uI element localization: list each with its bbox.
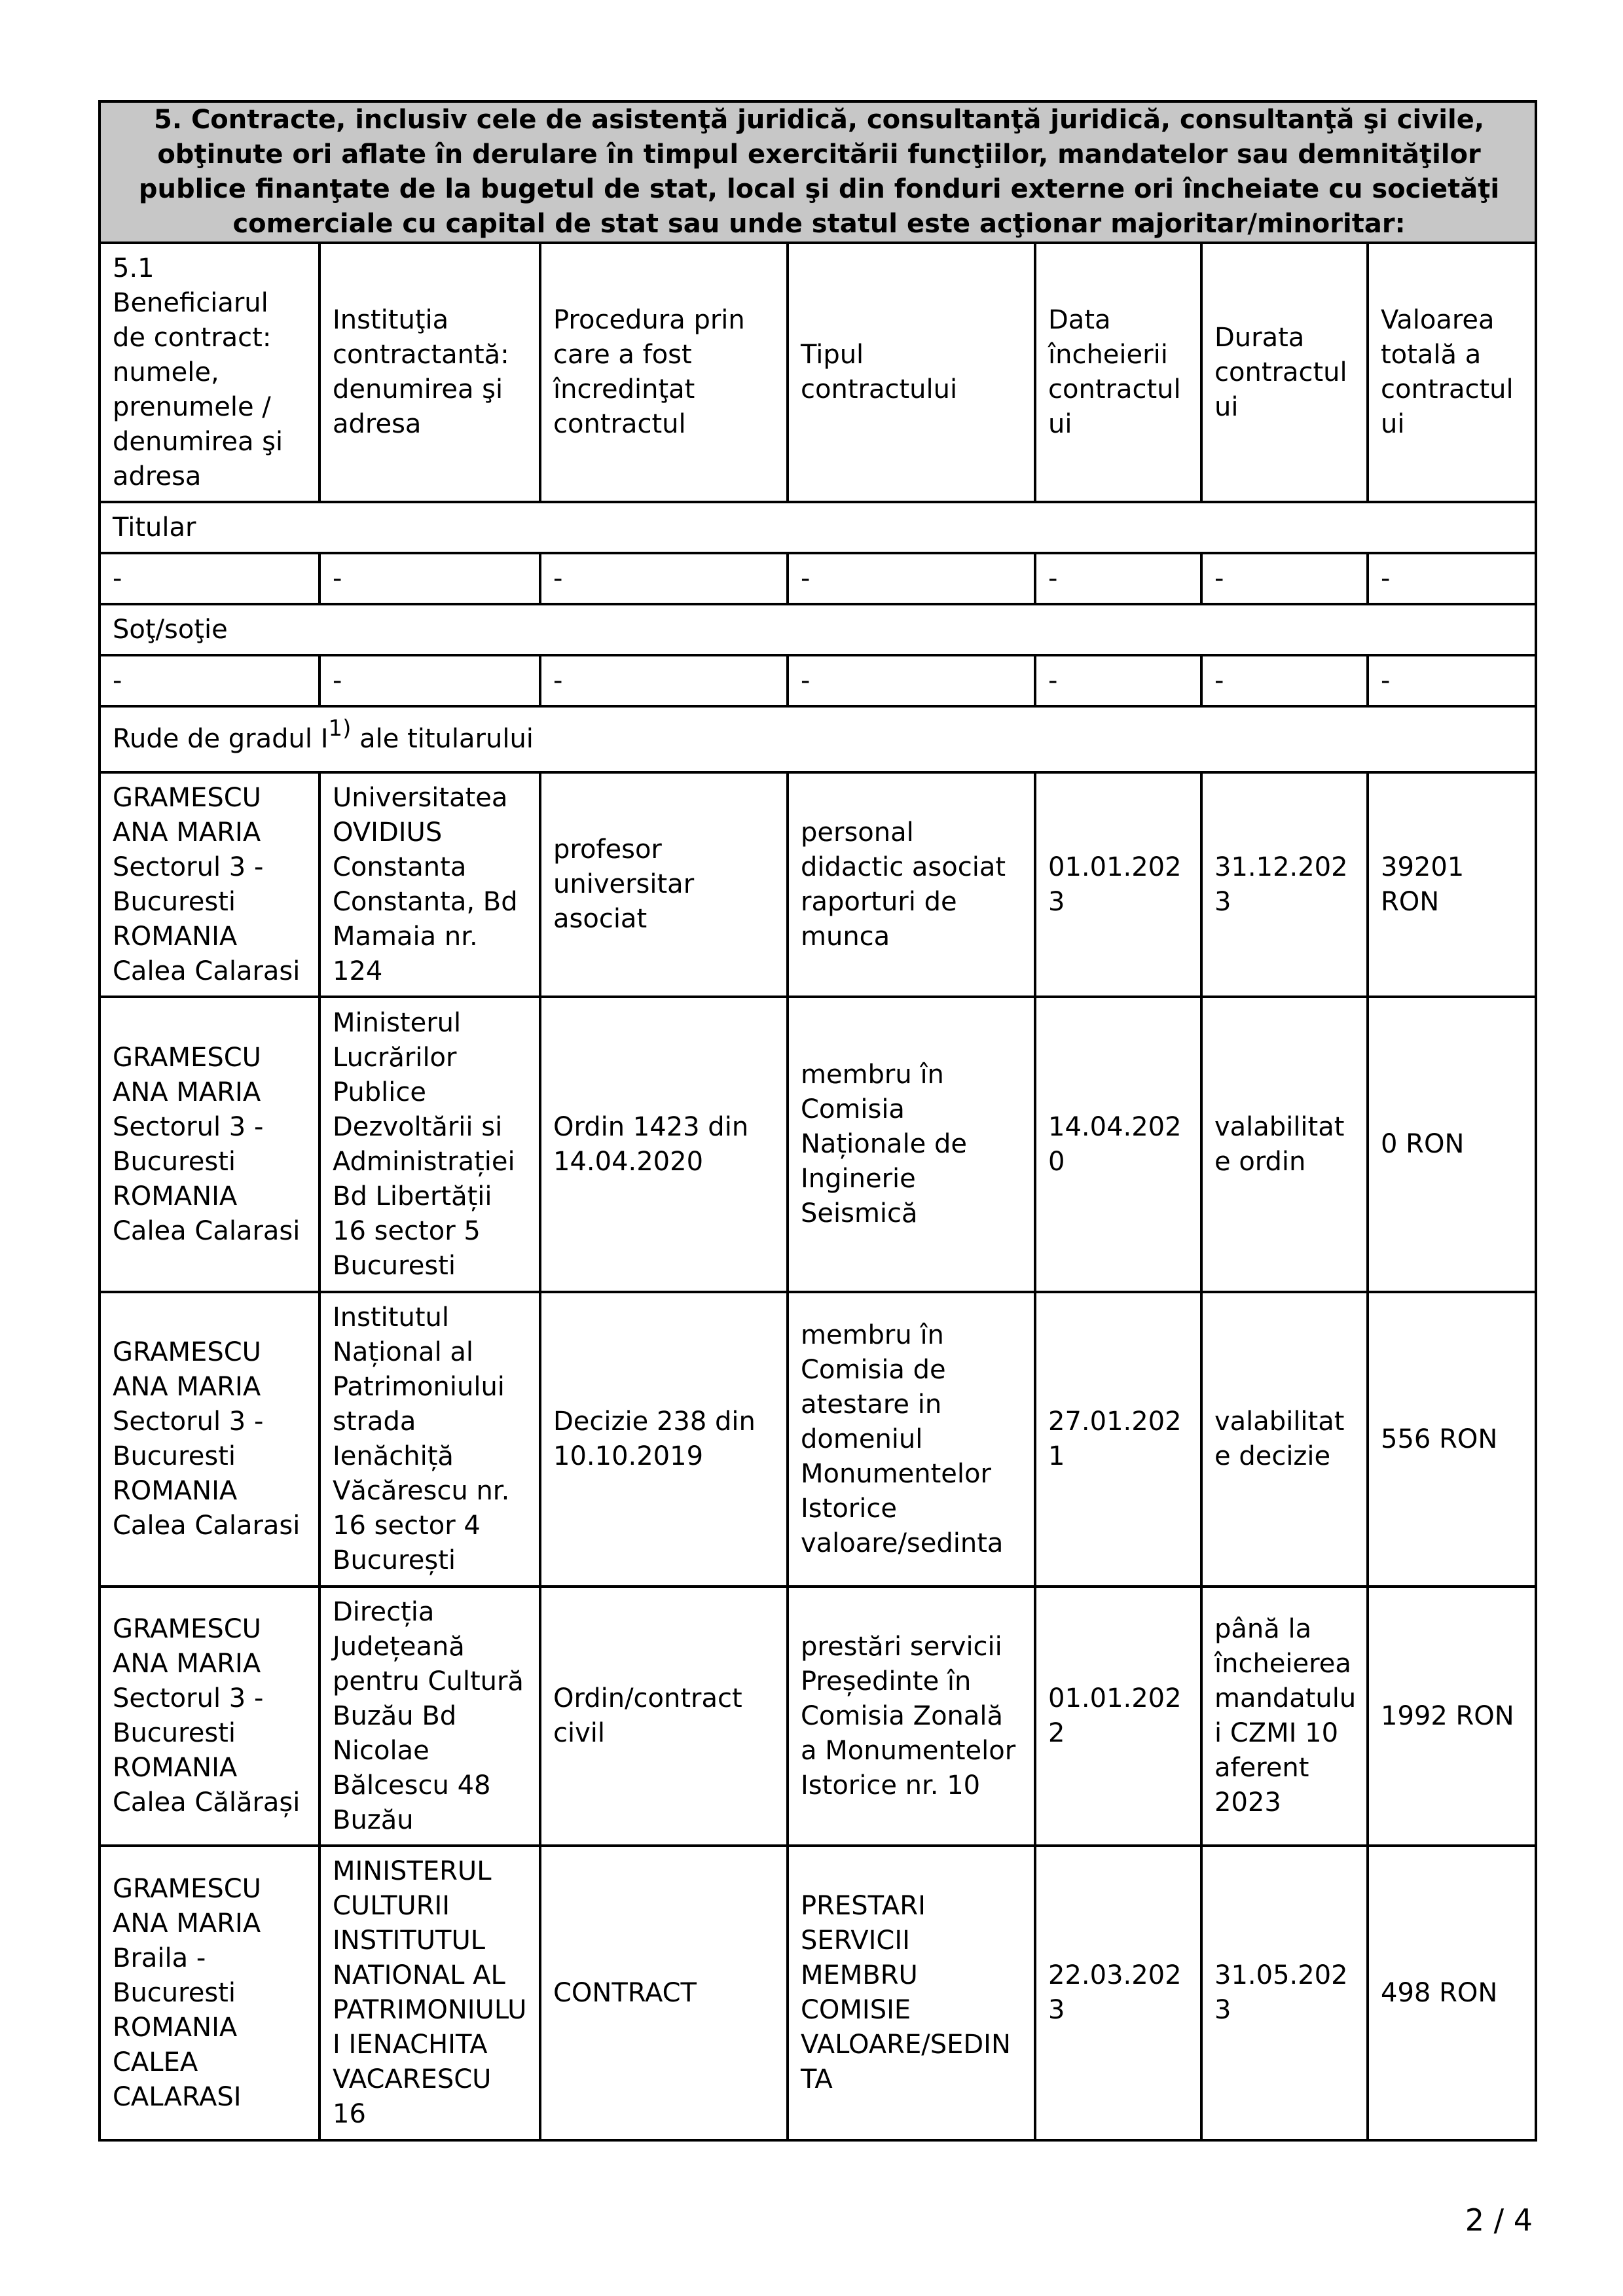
cell-contract-duration: 31.12.2023 bbox=[1201, 772, 1368, 997]
page-number: 2 / 4 bbox=[1465, 2202, 1533, 2238]
section-title-row bbox=[100, 101, 1536, 243]
cell-contract-value: 39201 RON bbox=[1368, 772, 1536, 997]
empty-cell: - bbox=[100, 553, 319, 604]
cell-contract-date: 27.01.2021 bbox=[1035, 1292, 1201, 1587]
cell-contract-value: 1992 RON bbox=[1368, 1587, 1536, 1846]
empty-cell: - bbox=[1201, 655, 1368, 706]
empty-cell: - bbox=[1035, 655, 1201, 706]
cell-institution: Institutul Național al Patrimoniului strada Ienăchiță Văcărescu nr. 16 sector 4 București bbox=[319, 1292, 540, 1587]
section-title: 5. Contracte, inclusiv cele de asistenţă juridică, consultanţă juridică, consultanţă şi civile, obţinute ori aflate în derulare în timpul exercitării funcţiilor, mandatelor sau demnităţilor publice finanţate de la bugetul de stat, local şi din fonduri externe ori încheiate cu societăţi comerciale cu capital de stat sau unde statul este acţionar majoritar/minoritar: bbox=[100, 101, 1536, 243]
cell-procedure: profesor universitar asociat bbox=[540, 772, 788, 997]
header-institution: Instituţia contractantă: denumirea şi adresa bbox=[319, 243, 540, 502]
header-contract-duration: Durata contractului bbox=[1201, 243, 1368, 502]
table-row bbox=[100, 1587, 1536, 1846]
empty-cell: - bbox=[1035, 553, 1201, 604]
cell-beneficiary: GRAMESCU ANA MARIA Sectorul 3 - Bucuresti ROMANIA Calea Calarasi bbox=[100, 772, 319, 997]
empty-cell: - bbox=[100, 655, 319, 706]
header-contract-date: Data încheierii contractului bbox=[1035, 243, 1201, 502]
cell-institution: Ministerul Lucrărilor Publice Dezvoltării si Administrației Bd Libertății 16 sector 5 Bucuresti bbox=[319, 997, 540, 1292]
group-label-relatives bbox=[100, 706, 1536, 772]
group-label-spouse: Soţ/soţie bbox=[100, 604, 1536, 655]
cell-institution: Direcția Județeană pentru Cultură Buzău Bd Nicolae Bălcescu 48 Buzău bbox=[319, 1587, 540, 1846]
cell-contract-duration: valabilitate decizie bbox=[1201, 1292, 1368, 1587]
cell-contract-type: membru în Comisia de atestare in domeniul Monumentelor Istorice valoare/sedinta bbox=[788, 1292, 1035, 1587]
cell-contract-duration: până la încheierea mandatului CZMI 10 aferent 2023 bbox=[1201, 1587, 1368, 1846]
empty-cell: - bbox=[1201, 553, 1368, 604]
cell-procedure: Decizie 238 din 10.10.2019 bbox=[540, 1292, 788, 1587]
header-beneficiary: 5.1 Beneficiarul de contract: numele, prenumele / denumirea şi adresa bbox=[100, 243, 319, 502]
empty-cell: - bbox=[788, 655, 1035, 706]
cell-institution: Universitatea OVIDIUS Constanta Constanta, Bd Mamaia nr. 124 bbox=[319, 772, 540, 997]
table-row bbox=[100, 1846, 1536, 2140]
cell-contract-value: 0 RON bbox=[1368, 997, 1536, 1292]
cell-contract-date: 22.03.2023 bbox=[1035, 1846, 1201, 2140]
empty-cell: - bbox=[319, 655, 540, 706]
cell-contract-date: 14.04.2020 bbox=[1035, 997, 1201, 1292]
table-row bbox=[100, 772, 1536, 997]
cell-beneficiary: GRAMESCU ANA MARIA Sectorul 3 - Bucuresti ROMANIA Calea Călărași bbox=[100, 1587, 319, 1846]
cell-beneficiary: GRAMESCU ANA MARIA Sectorul 3 - Bucuresti ROMANIA Calea Calarasi bbox=[100, 997, 319, 1292]
header-contract-type: Tipul contractului bbox=[788, 243, 1035, 502]
header-contract-value: Valoarea totală a contractului bbox=[1368, 243, 1536, 502]
cell-contract-duration: valabilitate ordin bbox=[1201, 997, 1368, 1292]
contracts-table bbox=[98, 100, 1537, 2142]
empty-cell: - bbox=[540, 553, 788, 604]
table-row bbox=[100, 997, 1536, 1292]
cell-contract-type: PRESTARI SERVICII MEMBRU COMISIE VALOARE/SEDINTA bbox=[788, 1846, 1035, 2140]
group-row-titular bbox=[100, 502, 1536, 553]
cell-contract-type: membru în Comisia Naționale de Inginerie Seismică bbox=[788, 997, 1035, 1292]
cell-contract-value: 498 RON bbox=[1368, 1846, 1536, 2140]
empty-cell: - bbox=[319, 553, 540, 604]
group-label-titular: Titular bbox=[100, 502, 1536, 553]
empty-cell: - bbox=[1368, 553, 1536, 604]
relatives-label: Rude de gradul I bbox=[113, 724, 329, 754]
group-row-spouse bbox=[100, 604, 1536, 655]
dash-row-spouse bbox=[100, 655, 1536, 706]
header-procedure: Procedura prin care a fost încredinţat contractul bbox=[540, 243, 788, 502]
cell-contract-date: 01.01.2023 bbox=[1035, 772, 1201, 997]
cell-contract-type: prestări servicii Președinte în Comisia Zonală a Monumentelor Istorice nr. 10 bbox=[788, 1587, 1035, 1846]
empty-cell: - bbox=[540, 655, 788, 706]
group-row-relatives bbox=[100, 706, 1536, 772]
cell-institution: MINISTERUL CULTURII INSTITUTUL NATIONAL AL PATRIMONIULUI IENACHITA VACARESCU 16 bbox=[319, 1846, 540, 2140]
cell-contract-type: personal didactic asociat raporturi de munca bbox=[788, 772, 1035, 997]
empty-cell: - bbox=[1368, 655, 1536, 706]
header-row bbox=[100, 243, 1536, 502]
dash-row-titular bbox=[100, 553, 1536, 604]
empty-cell: - bbox=[788, 553, 1035, 604]
cell-contract-value: 556 RON bbox=[1368, 1292, 1536, 1587]
table-row bbox=[100, 1292, 1536, 1587]
cell-beneficiary: GRAMESCU ANA MARIA Sectorul 3 - Bucuresti ROMANIA Calea Calarasi bbox=[100, 1292, 319, 1587]
cell-procedure: Ordin 1423 din 14.04.2020 bbox=[540, 997, 788, 1292]
cell-procedure: Ordin/contract civil bbox=[540, 1587, 788, 1846]
cell-beneficiary: GRAMESCU ANA MARIA Braila - Bucuresti ROMANIA CALEA CALARASI bbox=[100, 1846, 319, 2140]
cell-contract-date: 01.01.2022 bbox=[1035, 1587, 1201, 1846]
cell-contract-duration: 31.05.2023 bbox=[1201, 1846, 1368, 2140]
cell-procedure: CONTRACT bbox=[540, 1846, 788, 2140]
footnote-marker: 1) bbox=[328, 715, 352, 742]
relatives-label-suffix: ale titularului bbox=[351, 724, 534, 754]
